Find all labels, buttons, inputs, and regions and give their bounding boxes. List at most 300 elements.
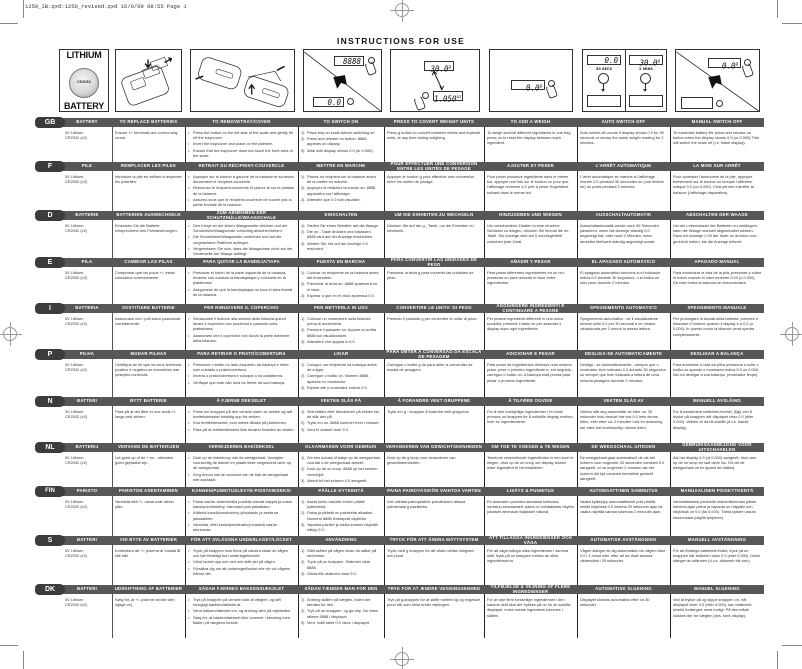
replace-batteries-text: Kontrollera att +/- polerna är insatta åt rätt håll. <box>115 548 181 559</box>
header-remove-tray: PARA RETIRAR O PRATO/COBERTURA <box>197 351 286 357</box>
finger-press-icon <box>545 83 558 99</box>
add-weigh-text: Para pesar de ingredientes diversos num mesmo prato, pese o primeiro ingrediente e, em seguida, carregue o botão on. A balança está pronta para pesar o próximo ingrediente. <box>487 362 572 383</box>
display-blank-left <box>587 95 621 107</box>
header-add-weigh: Å TILFØRE OGVEIE <box>508 398 553 404</box>
header-switch-on: KLAARMAKEN VOOR GEBRUIK <box>305 444 377 450</box>
header-switch-on: ANVÄNDNING <box>325 537 357 543</box>
manual-off-illustration <box>675 49 760 112</box>
convert-units-text: Press g button to convert between metric and imperial units, at any time during weighing. <box>387 130 480 141</box>
display-blank <box>681 97 713 109</box>
convert-units-text: Drücken Sie auf der g - Taste, um die Einheiten zu wechseln. <box>387 223 474 234</box>
crop-mark <box>777 0 778 18</box>
header-auto-switch-off: DE WEEGSCHAAL UITDOEN <box>591 444 656 450</box>
header-manual-switch-off: DESLIGAR A BALANÇA <box>690 351 744 357</box>
remove-tray-steps <box>185 597 298 626</box>
instruction-step: • Druk op de linkerknop van de weegschaal. Verwijder voorzichtig de deksel en plaats deze omgekeerd weer op de weegschaal. <box>188 455 295 471</box>
manual-switch-off-text: To maximise battery life press and release on button when the display shows 0.0 (or 0.000).This will switch the scale off (i.e. blank display). <box>673 130 759 146</box>
header-battery: BATTERI <box>76 537 98 543</box>
battery-spec-line: CR2032 (x2) <box>65 367 88 373</box>
manual-switch-off-text: Para aumentar a vida da pilha pressione e solte o botão on quando o mostrador indica 0.0 ou 0.000. Isto irá desligar a sua balança, (mostrador limpo). <box>673 362 760 378</box>
convert-units-illustration <box>390 49 480 112</box>
battery-spec-line: 3V Lithium <box>65 455 84 460</box>
switch-on-steps <box>298 597 384 626</box>
switch-on-steps <box>298 409 384 433</box>
language-badge: F <box>35 161 65 172</box>
instruction-step: 2) Die on - Taste drücken und loslassen. 8888 wird auf der Anzeige erscheinen. <box>301 229 374 240</box>
battery-spec-line: 3V Lithium <box>65 548 84 553</box>
instruction-step: 3) Vänta tills skärmen visar 0.0. <box>301 570 357 576</box>
add-weigh-text: Eri aineosien punnitus samassa kulhossa onnistuu seuraavasti: paina on nollataksesi näytön jokaisen aineosan lisäyksen välissä. <box>487 499 574 515</box>
instruction-step: 3) Espere até o mostrador indicar 0.0. <box>301 384 368 390</box>
instruction-step: 2) Appuyez et relâchez la touche on. 8888 apparaîtra sur l'affichage. <box>301 185 376 196</box>
header-convert-units: Å FORANDRE VEKT GRUPPENE <box>397 398 471 404</box>
header-battery: PILA <box>81 259 93 265</box>
header-auto-switch-off: AUTO SWITCH OFF <box>601 119 646 125</box>
header-auto-switch-off: AUSSCHALTAUTOMATIK <box>595 212 652 218</box>
header-switch-on: VEKTEN SLÅS PÅ <box>320 398 362 404</box>
manual-switch-off-text: Als het display 0.0 (of 0.000) aangeeft, druk dan op de on knop en laat deze los. Dit zet de weegschaal uit en spaart de batterij. <box>673 455 756 471</box>
battery-spec-line: CR2032 (x2) <box>65 321 88 327</box>
header-auto-switch-off: AUTOMATISK SLUKNING <box>595 586 652 592</box>
remove-tray-illustration <box>190 49 295 112</box>
add-weigh-text: Para pesar diferentes ingredientes en un bol, presionar on para reiniciar el visor entre ingredientes. <box>487 270 565 286</box>
header-auto-switch-off: AUTOMATISK AVSTÄNGNING <box>590 537 657 543</box>
down-arrow-icon <box>603 83 604 90</box>
battery-spec <box>62 409 112 419</box>
header-remove-tray: KANNEN/PUNNITUSLEVYN POISTAMISEKSI <box>192 488 291 494</box>
instruction-step: • Pass på at brettet/dekselet ikke berører forsiden av vekten. <box>188 427 295 432</box>
header-battery: BATTERI <box>76 398 98 404</box>
panel-divider <box>625 50 626 112</box>
replace-batteries-text: Varmista että +/- navat ovat oikein päin. <box>115 499 174 510</box>
battery-spec-line: CR2032 (x2) <box>65 228 88 234</box>
auto-switch-off-text: Ausschaltautomatik werde nach 30 Sekunden passieren, wenn die Anzeige ständig 0.0 angezeigt hat, oder nach 2 Minuten, wenn derselbe Meßwert ständig angezeigt wurde. <box>580 223 659 244</box>
instruction-step: 1) Aseta kulho vaa'alle ennen päälle kytkemistä. <box>301 499 365 510</box>
header-convert-units: POUR EFFECTUER UNE CONVERSION ENTRE LES UNITÉS DE PESAGE <box>390 162 478 171</box>
header-battery: BATTERY <box>76 119 98 125</box>
language-badge: GB <box>35 117 65 128</box>
display-grams: 30.0$^g$ <box>424 61 454 71</box>
page-title: INSTRUCTIONS FOR USE <box>337 36 465 46</box>
instruction-step: 1) Coloque um recipiente na balança antes de a ligar. <box>301 362 377 373</box>
remove-tray-steps <box>185 316 298 344</box>
crop-mark <box>23 0 24 18</box>
header-add-weigh: ADICIONAR E PESAR <box>506 351 555 357</box>
instruction-step: • Käännä kansi/punnituslevy ylösalaisin ja aseta se jalustalleen. <box>188 510 295 520</box>
add-weigh-text: For å veie forskjellige ingredienser i én bolle presses on knappen for å nullstille display mellom hver av ingrediensene. <box>487 409 573 425</box>
instruction-step: 2) Press and release on button. 8888 appears on display. <box>301 136 367 147</box>
convert-units-text: Appuyer le bouton g pour effectuer une conversion entre les unités de pesage. <box>387 174 475 185</box>
manual-switch-off-text: Pour optimiser l'autonomie de la pile, appuyez brièvement sur le bouton on lorsque l'afficheur indique 0.0 (ou 0.000). Cela permet d'arrêter la balance (l'affichage disparaîtra). <box>673 174 754 195</box>
battery-spec <box>62 270 112 280</box>
on-button-icon <box>347 98 354 105</box>
header-battery: PILHA <box>79 351 95 357</box>
auto-switch-off-text: Spegnimento automatico - se il visualizzatore rimane sullo 0.0 per 30 secondi e se rimane visualizzata per 2 minuti la stessa lettura. <box>580 316 659 332</box>
battery-spec <box>62 316 112 326</box>
language-badge: I <box>35 303 65 314</box>
coin-battery-icon: CR2032 <box>69 68 99 98</box>
battery-spec <box>62 455 112 465</box>
display-zero-top: 0.0$^g$ <box>708 58 741 68</box>
header-remove-tray: PARA QUITAR LA BANDEJA/TAPA <box>203 259 280 265</box>
battery-illustration <box>59 49 109 112</box>
instruction-step: 2) Premere il pulsante on. Appare la scritta 8888 sul visualizzatore. <box>301 327 376 338</box>
auto-switch-off-text: El apagado automático funciona si el indicador indica 0.0 durante 30 segundos, o si indica un sólo peso durante 2 minutos. <box>580 270 661 286</box>
switch-on-steps <box>298 362 384 391</box>
instruction-step: • Pressione o botão no lado esquerdo da balança e retire com cuidado o prato/cobertura. <box>188 362 295 372</box>
display-blank-right <box>629 95 663 107</box>
header-replace-batteries: SOSTITUIRE BATTERIE <box>122 305 175 311</box>
instruction-step: • Zorg ervoor dat de voorkant van de bak de weegschaal niet aanraakt. <box>188 472 295 482</box>
battery-spec-line: 3V Lithium <box>65 316 84 321</box>
instruction-step: 1) Anbring skålen på vægten, inden der tændes for den. <box>301 597 371 608</box>
language-badge: NL <box>35 442 65 453</box>
language-badge: P <box>35 349 65 360</box>
header-add-weigh: ATT TILLÄGGA INGREDIENSER OCH VÄGA <box>489 536 572 545</box>
switch-on-steps <box>298 270 384 299</box>
crop-mark <box>0 23 18 24</box>
header-convert-units: TRYCK FÖR ATT ÄNDRA MÄTTSYSTEM <box>389 537 479 543</box>
header-remove-tray: TO REMOVETRAY/COVER <box>212 119 271 125</box>
language-badge: S <box>35 535 65 546</box>
language-badge: N <box>35 396 65 407</box>
battery-spec <box>62 174 112 184</box>
instruction-step: • Snu brettet/dekselet, som settes tilbake på platformen. <box>188 420 295 425</box>
header-convert-units: PRESS TO COVERT WEIGHT UNITS <box>393 119 475 125</box>
battery-spec <box>62 548 112 558</box>
convert-units-text: Druk op de g knop voor veranderen van gewichtseenheden. <box>387 455 456 466</box>
switch-on-steps <box>298 130 384 154</box>
battery-spec-line: CR2032 (x2) <box>65 275 88 281</box>
instruction-step: • Press inn knappen på den venstre siden av vekten og løft brettet/dekselet forsiktig opp fra vekten. <box>188 409 295 419</box>
header-replace-batteries: VERVANG DE BATTERIJEN <box>117 444 180 450</box>
battery-bottom-word: BATTERY <box>63 101 105 111</box>
header-replace-batteries: REMPLACER LES PILES <box>120 163 177 169</box>
language-badge: DK <box>35 584 65 595</box>
header-add-weigh: AÑADIR Y PESAR <box>510 259 551 265</box>
instruction-step: • Inverta o prato/cobertura e coloque-o na plataforma. <box>188 373 295 378</box>
instruction-step: • Appuyez sur le bouton à gauche de la balance et soulevez doucement le récipient-couvercle. <box>188 174 295 184</box>
instruction-step: 2) Tryck på on knappen. Skärmen visar 8888. <box>301 559 371 570</box>
display-zero: 0.0 <box>313 97 344 107</box>
instruction-step: • Schiacciare il bottone alla sinistra della bilancia quindi alzare il coperchio con prudenza e passarlo sulla piattaforma. <box>188 316 295 332</box>
add-weigh-text: For at veje flere forskellige ingredienser i den samme skål skal der trykkes på on for at nulstille displayet, inden næste ingrediens kommes i skålen. <box>487 597 571 618</box>
auto-switch-off-text: L'arrêt automatique se marche si l'affichage montre 0.0 pendant 30 secondes ou (une lecture de) un poids pendant 2 minutes. <box>580 174 664 190</box>
crop-mark <box>0 645 18 646</box>
remove-tray-steps <box>185 409 298 433</box>
instruction-step: • Den Knopf an der linken Waagenseite drücken und die Schutzhülle/Waagschale vorsichtig abziehen/heben. <box>188 223 295 233</box>
header-auto-switch-off: AUTOMAATTINEN SAMMUTUS <box>589 488 658 494</box>
registration-mark-icon <box>785 327 799 341</box>
crop-mark <box>23 651 24 669</box>
header-remove-tray: RETRAIT DU RÉCIPIENT-COUVERCLE <box>198 163 285 169</box>
auto-switch-off-text: Vekten slår seg automatisk av etter ca. 30 sekunder hvis vinduet har vist 0.0 hele denne tiden, eller etter ca. 2 minutter hvis én avlesning har vært vist kontinuerlig i denne tiden. <box>580 409 663 430</box>
auto-switch-off-text: Vaaka kytkeytyy automaattisesti pois päältä, mikäli näytössä 0.0 lukema 30 sekunnin ajan tai vaaka näyttää samaa lukemaa 2 minuutin ajan. <box>580 499 663 515</box>
instruction-step: 2) Tryk på on-knappen, og giv slip. Nu vises tallene 8888 i displayet. <box>301 608 379 619</box>
manual-switch-off-text: Um die Lebensdauer der Batterien zu verlängern, kann die Waage manuell abgeschaltet werden. Dazu bei Anzeige 0.00 die Taste on drücken und gedrückt halten, bis die Anzeige erlischt. <box>673 223 759 244</box>
instruction-step: • Presionar el botón de la parte izquierda de la balanza, levantar con cuidado la bandeja/tapa y colocarla en la plataforma. <box>188 270 295 286</box>
replace-batteries-text: Introduire la pile en veillant à respecter les polarités. <box>115 174 182 185</box>
display-ounces: $1.050^{oz}$ <box>433 91 463 101</box>
battery-spec-line: CR2032 (x2) <box>65 460 88 466</box>
off-button-icon <box>716 100 723 107</box>
instruction-step: 3) Attendere che appaia lo 0.0. <box>301 338 356 344</box>
convert-units-text: Voit vaihtaa painoyksikön punnituksen aikana painamalla g painiketta. <box>387 499 466 510</box>
convert-units-text: Tryk på g-knappen for at skifte mellem kg og engelske pund når som helst under vejningen. <box>387 597 481 608</box>
remove-tray-steps <box>185 362 298 386</box>
manual-switch-off-text: Ved at trykke på og slippe knappen on, når displayet viser 0.0 (eller 0.000), kan batteriets levetid forlænges mest muligt. På den måde slukkes der for vægten (dvs. tomt display). <box>673 597 752 618</box>
instruction-step: • Vend bakken/dækslet om, og anbring dem på vejefladen. <box>188 608 295 613</box>
battery-spec-line: 3V Lithium <box>65 362 84 367</box>
instruction-step: 2) Paina ja päästä on painiketta alkaaksi. Numerot 8888 ilmestyvät näyttöön. <box>301 510 374 521</box>
header-add-weigh: HINZUGEBEN UND WIEGEN <box>499 212 562 218</box>
battery-spec <box>62 130 112 140</box>
instruction-step: 1) Sett skålen eller beholderen på vekten før du slår den på. <box>301 409 380 420</box>
instruction-step: • Press the button on the left side of the scale and gently lift off the tray/cover. <box>188 130 295 140</box>
header-convert-units: VERANDEREN VAN GEWICHTSEENHEDEN <box>386 444 483 450</box>
display-8888: 8888 <box>334 56 364 66</box>
header-auto-switch-off: L'ARRÊT AUTOMATIQUE <box>595 163 652 169</box>
switch-on-steps <box>298 499 384 533</box>
auto-switch-off-text: De weegschaal gaat automatisch uit als het scherm voor ongeveer 30 seconden constant 0.0 aangeeft, of na ongeveer 2 minuten als het scherm die tijd constant eenzelfde gewicht aangeeft. <box>580 455 665 481</box>
header-replace-batteries: TO REPLACE BATTERIES <box>119 119 178 125</box>
add-weigh-text: Per pesare ingredienti differenti in una unica scodella, premete il tasto on per azzerare il display dopo ogni ingrediente. <box>487 316 564 332</box>
battery-spec <box>62 499 112 509</box>
instruction-step: 3) Vent, indtil tallet 0.0 vises i displayet. <box>301 619 371 625</box>
language-badge: D <box>35 210 65 221</box>
instruction-step: • Retournez le récipient-couvercle et placez-le sur le plateau de la balance. <box>188 185 295 195</box>
convert-units-text: Premuto il pulsante g per convertire le unita' di peso. <box>387 316 478 321</box>
instruction-step: 1) Place tray on scale before switching on. <box>301 130 376 135</box>
replace-batteries-text: Sørg for, at +/- polerne vender den rigtige vej. <box>115 597 175 608</box>
replace-batteries-text: Pass på at det åker er noe avvik +/- langs vekt skiven. <box>115 409 177 420</box>
header-remove-tray: SÅDAN FJERNES BAKKEN/DÆKSLET <box>198 586 285 592</box>
instruction-step: 2) Presionar la tecla on. 8888 aparecerá en el visor. <box>301 281 378 292</box>
battery-spec <box>62 223 112 233</box>
remove-tray-steps <box>185 499 298 533</box>
battery-spec-line: 3V Lithium <box>65 174 84 179</box>
instruction-step: 2) Trykk inn on. 8888 kommer frem i vinduet. <box>301 420 380 426</box>
replace-batteries-text: Comprobar que los polos +/- están colocados correctamente. <box>115 270 175 281</box>
down-arrow-icon <box>645 83 646 90</box>
header-switch-on: PÄÄLLE KYTKENTÄ <box>318 488 364 494</box>
instruction-step: • Tryck på knappen som finns på vänstra sidan av vågen och lyft försiktigt bort underlaget/locket. <box>188 548 295 558</box>
switch-on-steps <box>298 548 384 577</box>
remove-tray-steps <box>185 548 298 577</box>
crop-mark <box>782 645 802 646</box>
language-badge: FIN <box>35 486 65 497</box>
battery-spec-line: 3V Lithium <box>65 597 84 602</box>
convert-units-text: Tryck med g knappen för att växla mellan kilogram och pund. <box>387 548 474 559</box>
battery-spec-line: 3V Lithium <box>65 409 84 414</box>
battery-spec-line: CR2032 (x2) <box>65 553 88 559</box>
switch-on-steps <box>298 316 384 345</box>
switch-on-steps <box>298 174 384 203</box>
add-weigh-illustration <box>489 49 573 112</box>
header-replace-batteries: BYTT BATTERIE <box>130 398 167 404</box>
add-weigh-text: Pour peser plusieurs ingrédients dans le même bol, appuyer une fois sur le bouton on pour que l'affichage revienne à 0 prêt à peser l'ingrédient suivant dans le même bol. <box>487 174 569 195</box>
switch-on-illustration <box>303 49 382 112</box>
battery-spec <box>62 362 112 372</box>
battery-spec-line: CR2032 (x2) <box>65 504 88 510</box>
header-switch-on: EINSCHALTEN <box>324 212 358 218</box>
replace-batteries-text: Ensure +/- terminals are correct way round. <box>115 130 178 141</box>
instruction-step: • Varmista, ettei kansi/punnituslevy kosketa vaa'an etureunaa. <box>188 522 295 532</box>
header-convert-units: PAINA PAINOYKSIKÖN VAIHTOA VARTEN <box>387 488 481 494</box>
column-divider <box>384 118 385 638</box>
header-manual-switch-off: MANUAALINEN POISKYTKENTÄ <box>680 488 754 494</box>
header-auto-switch-off: DESLIGA-SE AUTOMATICAMENTE <box>584 351 663 357</box>
switch-on-steps <box>298 455 384 484</box>
replace-batteries-text: Certifique-se de que os seus terminais positivo e negativo se encontram nas posições correctas. <box>115 362 182 378</box>
header-convert-units: TRYK FOR AT ÆNDRE VEGNINGSENHED <box>387 586 481 592</box>
instruction-step: 3) Warten Sie, bis auf der Anzeige 0.0 erscheint. <box>301 240 368 251</box>
instruction-step: • Paina vaa'an vasemmalla puolella olevaa nappia ja nosta kansi/punnituslevy. Varovasti pois paikaltaan. <box>188 499 295 509</box>
header-switch-on: SÅDAN TÆNDER MAN FOR DEN <box>304 586 378 592</box>
display-tare-zero: 0.0$^g$ <box>511 80 545 90</box>
instruction-step: • Ensure that the tray/cover does not touch the front area of the scale. <box>188 148 295 158</box>
header-manual-switch-off: MANUELL AVSLÅING <box>693 398 741 404</box>
manual-switch-off-text: For å maksimere batteriets levetid, (figi) ved å trykke på knappen når displayet viser 0.0 (eller 0.000). Vekten vil da bli avslått (d.v.s. blankt display). <box>673 409 754 430</box>
instruction-step: 2) Druk op de on knop. 8888 op het scherm verschijnt. <box>301 466 378 477</box>
battery-spec-line: 3V Lithium <box>65 223 84 228</box>
unit-button-icon <box>422 92 429 99</box>
header-add-weigh: AJOUTER ET PESER <box>507 163 554 169</box>
instruction-step: • Tryk på knappen på venstre side af vægten, og løft forsigtigt bakken/dækslet af. <box>188 597 295 607</box>
instruction-step: 1) Stellen Sie einen Behälter auf die Waage. <box>301 223 379 228</box>
remove-tray-steps <box>185 174 298 208</box>
convert-units-text: Trykk inn g - knappen å forandre vekt gruppene. <box>387 409 470 414</box>
manual-switch-off-text: Varmistaaksesi paristolle mahdollisimman pitkän toiminta-ajan paina ja vapauta on näppäin kun näytössä on 0.0 (tai 0.000). Tämä kytkee vaa'an toiminnasta (näyttö tyhjenee). <box>673 499 757 520</box>
battery-spec-line: 3V Lithium <box>65 499 84 504</box>
instruction-step: 1) Ställ skålen på vågen innan du sätter på strömmen. <box>301 548 377 559</box>
battery-spec-line: CR2032 (x2) <box>65 179 88 185</box>
header-manual-switch-off: APAGADO MANUAL <box>694 259 740 265</box>
header-convert-units: UM DIE EINHEITEN ZU WECHSELN <box>394 212 474 218</box>
switch-on-steps <box>298 223 384 252</box>
registration-mark-icon <box>395 3 409 17</box>
header-replace-batteries: VID BYTE AV BATTERIER <box>119 537 178 543</box>
column-divider <box>112 118 113 638</box>
header-auto-switch-off: EL APAGADO AUTOMÁTICO <box>591 259 656 265</box>
header-manual-switch-off: GEBRUIKSAANWIJZING VOOR UITSCHAKELEN <box>682 443 752 452</box>
remove-tray-steps <box>185 455 298 483</box>
instruction-step: 2) Carregue o botão on. Número 8888 aparece no mostrador. <box>301 373 369 384</box>
auto-switch-off-text: Vågen stänger av sig automatiskt om vågen visar 0.0 i 1 minut eller efter att ha visat samma viktresultat i 30 sekunder. <box>580 548 665 564</box>
instruction-step: 3) Wait until display shows 0.0 (or 0.000). <box>301 147 374 153</box>
timer-label-secs: 30 SECS <box>595 67 613 71</box>
replace-batteries-text: Let goed op of de + en - uiteinden goed geplaatst zijn. <box>115 455 174 466</box>
battery-spec-line: CR2032 (x2) <box>65 135 88 141</box>
instruction-step: • Försäkra dig om att underlaget/locket inte rör vid vågens främre del. <box>188 566 295 576</box>
instruction-step: • Asegurarse de que la bandeja/tapa no toca el área frontal de la balanza. <box>188 287 295 297</box>
instruction-step: 1) Collocar un contenitore sulla bilancia prima di accenderla. <box>301 316 371 327</box>
print-slug: 1250_IB.qxd:1250_revised.qxd 16/6/09 08:55 Page 1 <box>25 3 187 10</box>
battery-spec-line: CR2032 (x2) <box>65 602 88 608</box>
header-switch-on: PER METTERLA IN USO <box>313 305 368 311</box>
battery-spec-line: CR2032 (x2) <box>65 414 88 420</box>
battery-spec-line: 3V Lithium <box>65 270 84 275</box>
replace-batteries-text: Einsetzen Sie die Batterie entsprechend den Polmarkierungen. <box>115 223 178 234</box>
header-remove-tray: ZUM ABNEHMEN DER SCHUTZHÜLLE/WAAGSCHALE <box>206 211 277 220</box>
header-remove-tray: PER RIMUOVERE IL COPERCHIO <box>204 305 279 311</box>
header-manual-switch-off: MANUELL AVSTÄNGNING <box>687 537 747 543</box>
header-replace-batteries: MUDAR PILHAS <box>130 351 167 357</box>
manual-switch-off-text: För att förlänga batteriets livstid, tryck på on knappen när skärmen visar 0.0 (eller 0.000). Detta stänger av skärmen (d.v.s. skärmen blir tom). <box>673 548 760 564</box>
header-battery: BATTERIE <box>75 212 99 218</box>
header-remove-tray: VERWIJDEREN BAK/DEKSEL <box>208 444 275 450</box>
auto-switch-off-text: Displayet slukkes automatisk efter ca 30 sekunder. <box>580 597 650 608</box>
manual-switch-off-text: Per prolungare la durata della batteria, premere e rilasciare il bottone quando il display è a 0.0 (o 0.000). In questo modo la bilancia verrà spenta completamente. <box>673 316 759 337</box>
header-battery: BATTERI <box>76 586 98 592</box>
battery-spec <box>62 597 112 607</box>
registration-mark-icon <box>395 652 409 666</box>
header-convert-units: PARA CONVERTIR LAS UNIDADES DE PESO <box>390 258 478 267</box>
remove-tray-steps <box>185 270 298 298</box>
timer-label-mins: 2 MINS <box>639 67 653 71</box>
convert-units-text: Presionar la tecla g para convertir las unidades de peso. <box>387 270 474 281</box>
header-manual-switch-off: MANUEL SLUKNING <box>694 586 740 592</box>
header-switch-on: METTRE EN MARCHE <box>316 163 366 169</box>
manual-switch-off-text: Para maximizar la vida de la pila, presionar y soltar el botón cuando el visor muestre 0.00 (ó 0.000). De esta forma la báscula se desconectará. <box>673 270 762 286</box>
header-battery: BATTERIJ <box>75 444 99 450</box>
header-battery: PARISTO <box>76 488 98 494</box>
auto-switch-off-text: Desliga - se automaticamente - sempre que o mostrador tiver indicado 0.0 durante 30 segundos ou sempre que tiver indicado a leitura de uma mesma pesagem durante 2 minutos. <box>580 362 666 383</box>
header-add-weigh: TO ADD A WEIGH <box>510 119 551 125</box>
header-replace-batteries: CAMBIAR LAS PILAS <box>124 259 173 265</box>
auto-switch-off-text: Auto switch-off occurs if display shows 0.0 for 30 seconds or shows the same weight reading for 2 minutes. <box>580 130 664 146</box>
instruction-step: • Assurez-vous que le récipient-couvercle ne touche pas la partie frontale de la balance. <box>188 197 295 207</box>
header-manual-switch-off: MANUAL SWITCH OFF <box>691 119 743 125</box>
header-remove-tray: Å FJERNE DEKSELET <box>216 398 267 404</box>
instruction-step: 3) Vent til vinduet viser 0.0. <box>301 426 350 432</box>
instruction-step: 1) Placez un récipient sur la balance avant de la mettre en marche. <box>301 174 376 185</box>
display-zero-left: 0.0 <box>587 55 621 65</box>
instruction-step: 3) Esperar a que en el visor aparezca 0.0. <box>301 292 375 298</box>
instruction-step: 1) Colocar un recipiente en la balanza antes del encendido. <box>301 270 379 281</box>
convert-units-text: Carregue o botão g de para obter a conversão da escala de pesagem. <box>387 362 473 373</box>
replace-batteries-text: Assicurarsi che i poli siano posizionati correttamente. <box>115 316 181 327</box>
header-manual-switch-off: LA MISE SUR ARRÊT <box>693 163 741 169</box>
header-auto-switch-off: SPEGNIMENTO AUTOMATICO <box>590 305 657 311</box>
header-battery: PILE <box>81 163 93 169</box>
header-switch-on: TO SWITCH ON <box>323 119 359 125</box>
instruction-step: • Assicurarsi che il coperchio non tocchi la parte anteriore della bilancia. <box>188 333 295 343</box>
header-add-weigh: LISÄYS & PUNNITUS <box>506 488 555 494</box>
instruction-step: • Verifique que este não toca na frente da sua balança. <box>188 380 295 385</box>
header-manual-switch-off: SPEGNIMENTO MANUALE <box>687 305 747 311</box>
instruction-step: • Vergewissern Sie sich, dass die Waagschale nicht auf der Vorderseite der Waage aufliegt. <box>188 246 295 256</box>
instruction-step: • Invert the tray/cover and place on the platform. <box>188 141 295 146</box>
header-manual-switch-off: ABSCHALTEN DER WAAGE <box>686 212 748 218</box>
battery-spec-line: 3V Lithium <box>65 130 84 135</box>
header-add-weigh: TILFØJELSE & VEJNING AF FLERE INGREDIENSER <box>490 585 571 594</box>
add-weigh-text: Um verschiedene Zutaten in eine einzelne Schüssel zu wiegen, drücken Sie einmal die on-Taste. Die Anzeige wird auf 0 zurückgestellt zwischen jede Zutat. <box>487 223 570 244</box>
header-replace-batteries: UDSKIFTNING AF BATTERIER <box>114 586 183 592</box>
remove-tray-steps <box>185 223 298 257</box>
instruction-step: • Die Schutzhülle/Waagschale umdrehen und auf die vorgesehene Plattform auflegen. <box>188 234 295 244</box>
header-add-weigh: AGGIUNGERE INGREDIENTI E CONTINUARE A PESARE <box>496 304 565 313</box>
battery-top-word: LITHIUM <box>66 50 102 60</box>
instruction-step: 3) Attendez que 0.0 soit visualisé. <box>301 196 361 202</box>
header-convert-units: CONVERTIRE LE UNITA' DI PESO <box>396 305 472 311</box>
scale-battery-door-icon <box>116 50 181 111</box>
display-weight-right: 30.0$^g$ <box>629 55 663 65</box>
header-replace-batteries: BATTERIEN AUSWECHSELN <box>116 212 181 218</box>
instruction-step: 3) Wacht tot het scherm 0.0 aangeeft. <box>301 477 368 483</box>
instruction-step: 1) Zet een schaal of bakje op de weegschaal voordat u de weegschaal aanzet. <box>301 455 380 466</box>
header-switch-on: LIGAR <box>333 351 349 357</box>
